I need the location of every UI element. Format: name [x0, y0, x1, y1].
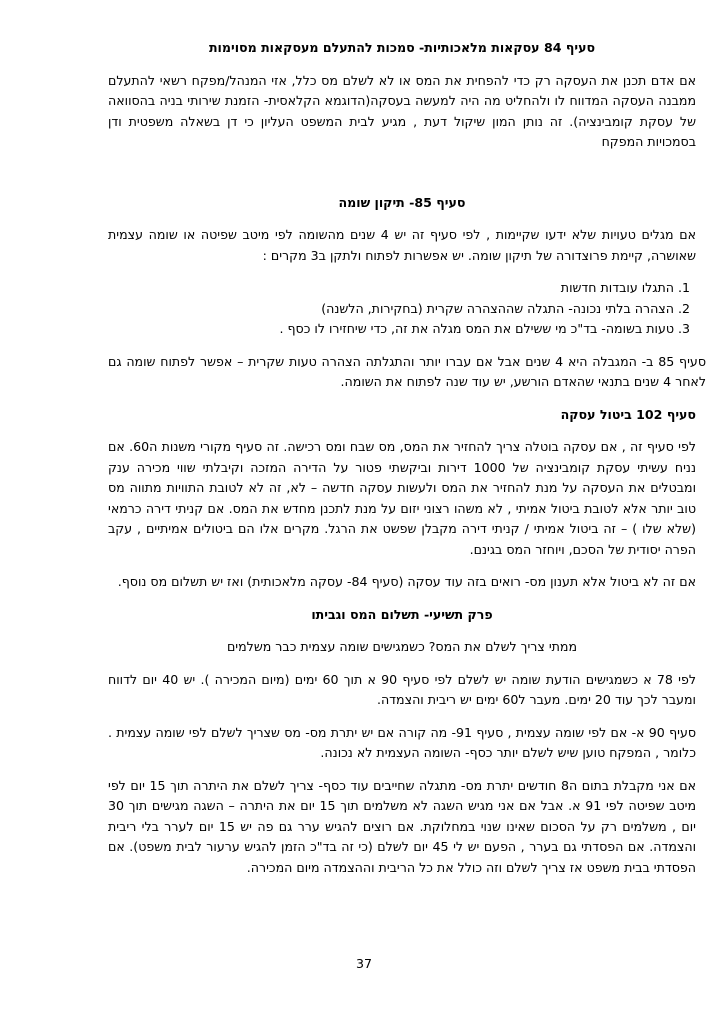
- section-85b-paragraph: סעיף 85 ב- המגבלה היא 4 שנים אבל אם עברו יותר והתגלתה הצהרה טעות שקרית – אפשר לפתוח שומה גם לאחר 4 שנים בתנאי שהאדם הורשע, יש עוד שנה לפתוח את השומה.: [108, 353, 706, 389]
- spacer: [108, 165, 696, 193]
- section-102-heading: סעיף 102 ביטול עסקה: [560, 406, 696, 422]
- section-85-intro: אם מגלים טעויות שלא ידעו שקיימות , לפי סעיף זה יש 4 שנים מהשומה לפי מיטב שפיטה או שומה עצמית שאושרה, קיימת פרוצדורה של תיקון שומה. יש אפשרות לפתוח ולתקן ב3 מקרים :: [108, 227, 696, 263]
- chapter-9-paragraph-1: לפי 78 א כשמגישים הודעת שומה יש לשלם לפי סעיף 90 א תוך 60 ימים (מיום המכירה ). יש 40 יום לדווח ומעבר לכך עוד 20 ימים. מעבר ל60 ימים יש ריבית והצמדה.: [108, 671, 697, 707]
- document-page: [108, 38, 706, 890]
- section-85-heading: סעיף 85- תיקון שומה: [338, 194, 466, 210]
- chapter-9-heading: פרק תשיעי- תשלום המס וגביתו: [311, 606, 493, 622]
- section-84-paragraph: אם אדם תכנן את העסקה רק כדי להפחית את המס או לא לשלם מס כלל, אזי המנהל/מפקח רשאי להתעלם ממבנה העסקה המדווח לו ולהחליט מה היה למעשה בעסקה(הדוגמא הקלאסית- הזמנת שירותי בניה בהסוואה של עסקת קומבינציה). זה נותן המון שיקול דעת , מגיע לבית המשפט העליון כי דן בשאלה משפטית ודן בסמכויות המפקח: [108, 72, 696, 149]
- chapter-9-paragraph-3: אם אני מקבלת בתום ה8 חודשים יתרת מס- מתגלה שחייבים עוד כסף- צריך לשלם את היתרה תוך 15 יום לפי מיטב שפיטה לפי 91 א. אבל אם אני מגיש השגה לא משלמים תוך 15 יום את היתרה – השגה מגישים תוך 30 יום , משלמים רק על הסכום שאינו שנוי במחלוקת. אם רוצים להגיש ערר גם פה יש 15 יום לערר בלי ריבית והצמדה. אם הפסדתי גם בערר , הפעם יש לי 45 יום לשלם (כי זה בד"כ הזמן להגיש ערעור לבית משפט). אם הפסדתי בבית משפט אז צריך לשלם וזה כולל את כל הריבית וההצמדה מיום המכירה.: [108, 777, 697, 875]
- section-85-cases-list: [108, 278, 696, 340]
- list-item: 1. התגלו עובדות חדשות: [108, 278, 674, 299]
- chapter-9-paragraph-2: סעיף 90 א- אם לפי שומה עצמית , סעיף 91- מה קורה אם יש יתרת מס- מס שצריך לשלם לפי שומה עצמית . כלומר , המפקח טוען שיש לשלם יותר כסף- השומה העצמית לא נכונה.: [108, 724, 697, 760]
- list-item: 2. הצהרה בלתי נכונה- התגלה שההצהרה שקרית (בחקירות, הלשנה): [108, 299, 674, 320]
- page-number: 37: [355, 956, 373, 971]
- chapter-9-question: ממתי צריך לשלם את המס? כשמגישים שומה עצמית כבר משלמים: [226, 639, 578, 654]
- section-84-heading: סעיף 84 עסקאות מלאכותיות- סמכות להתעלם מעסקאות מסוימות: [208, 40, 596, 55]
- section-102-paragraph-1: לפי סעיף זה , אם עסקה בוטלה צריך להחזיר את המס, מס שבח ומס רכישה. זה סעיף מקורי משנות ה60. אם נניח עשיתי עסקת קומבינציה של 1000 דירות וביקשתי פטור על הדירה המזכה וקיבלתי שווי מכירה ענק ומבטלים את העסקה על מנת להחזיר את המס ולעשות עסקה חדשה – לא, זה לא לטובת התוויות מתווה מס טוב יותר אלא לטובת ביטול אמיתי , לא משהו רצוני יזום על מנת לתכנן מחדש את המס. אם קניתי דירה כרמאי (שלא שלו ) – זה ביטול אמיתי / קניתי דירה מקבלן שפשט את הרגל. מקרים אלו הם ביטולים אמיתיים , עקב הפרה יסודית של הסכם, ויוחזר המס בגינם.: [108, 439, 696, 557]
- section-102-paragraph-2: אם זה לא ביטול אלא תענון מס- רואים בזה עוד עסקה (סעיף 84- עסקה מלאכותית) ואז יש תשלום מס נוסף.: [117, 574, 696, 589]
- list-item: 3. טעות בשומה- בד"כ מי ששילם את המס מגלה את זה, כדי שיחזירו לו כסף .: [108, 319, 674, 340]
